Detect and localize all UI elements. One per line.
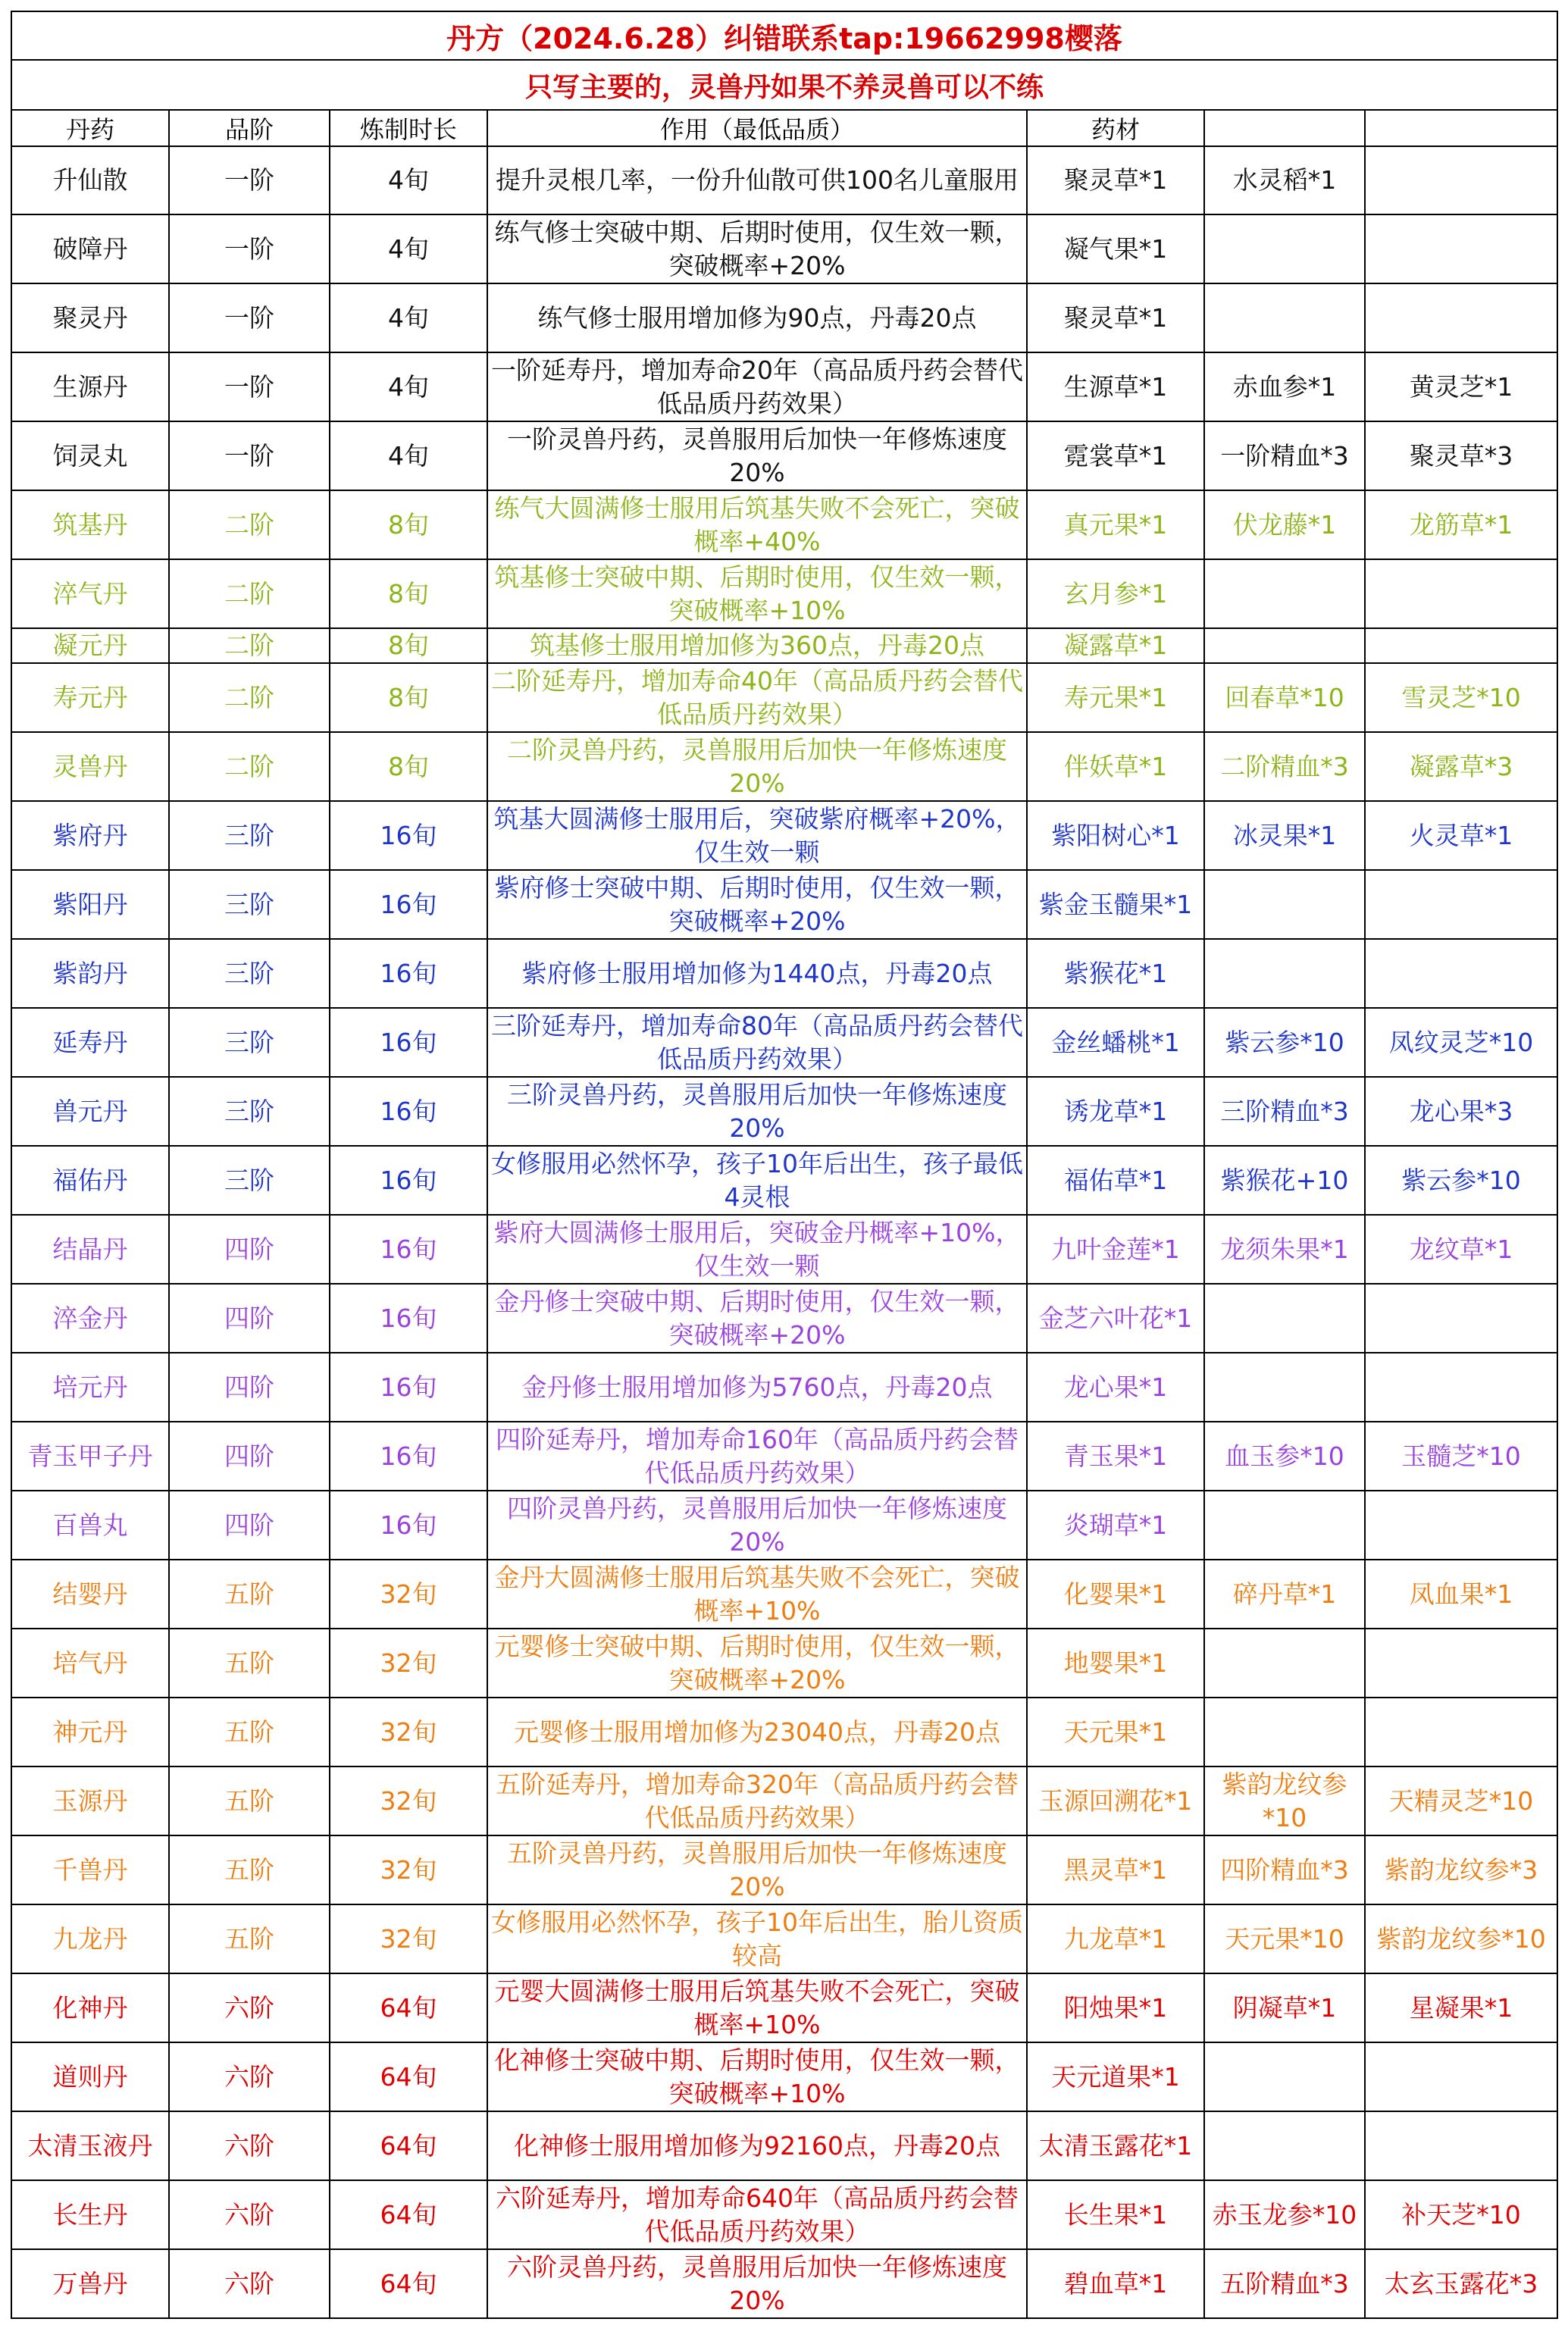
pill-name: 破障丹: [11, 214, 169, 283]
pill-name: 道则丹: [11, 2042, 169, 2111]
pill-grade: 三阶: [169, 1008, 330, 1077]
table-row: [11, 1767, 1557, 1835]
material-3: 星凝果*1: [1365, 1973, 1557, 2042]
table-row: [11, 1491, 1557, 1560]
pill-name: 结婴丹: [11, 1560, 169, 1629]
pill-effect: 三阶灵兽丹药，灵兽服用后加快一年修炼速度20%: [487, 1077, 1027, 1146]
pill-time: 64旬: [330, 1973, 487, 2042]
material-1: 炎瑚草*1: [1027, 1491, 1204, 1560]
pill-time: 64旬: [330, 2111, 487, 2180]
material-3: 黄灵芝*1: [1365, 352, 1557, 421]
pill-name: 延寿丹: [11, 1008, 169, 1077]
pill-name: 福佑丹: [11, 1146, 169, 1215]
material-3: 补天芝*10: [1365, 2180, 1557, 2249]
material-1: 长生果*1: [1027, 2180, 1204, 2249]
table-row: [11, 1077, 1557, 1146]
material-2: 紫云参*10: [1204, 1008, 1365, 1077]
material-2: 三阶精血*3: [1204, 1077, 1365, 1146]
header-materials-2: [1204, 110, 1365, 146]
material-3: 紫韵龙纹参*10: [1365, 1904, 1557, 1973]
material-3: 太玄玉露花*3: [1365, 2249, 1557, 2318]
material-2: 四阶精血*3: [1204, 1835, 1365, 1904]
pill-name: 升仙散: [11, 146, 169, 214]
pill-effect: 四阶延寿丹，增加寿命160年（高品质丹药会替代低品质丹药效果）: [487, 1422, 1027, 1491]
pill-effect: 四阶灵兽丹药，灵兽服用后加快一年修炼速度20%: [487, 1491, 1027, 1560]
title-row: [11, 11, 1557, 60]
pill-grade: 三阶: [169, 1146, 330, 1215]
table-row: [11, 1973, 1557, 2042]
material-1: 天元果*1: [1027, 1698, 1204, 1767]
material-1: 玉源回溯花*1: [1027, 1767, 1204, 1835]
pill-name: 灵兽丹: [11, 732, 169, 801]
pill-name: 百兽丸: [11, 1491, 169, 1560]
pill-time: 32旬: [330, 1698, 487, 1767]
pill-grade: 四阶: [169, 1422, 330, 1491]
pill-time: 16旬: [330, 1353, 487, 1422]
material-2: 阴凝草*1: [1204, 1973, 1365, 2042]
material-1: 福佑草*1: [1027, 1146, 1204, 1215]
material-2: [1204, 2111, 1365, 2180]
table-row: [11, 1353, 1557, 1422]
pill-name: 神元丹: [11, 1698, 169, 1767]
material-3: [1365, 214, 1557, 283]
pill-time: 16旬: [330, 1215, 487, 1284]
pill-grade: 六阶: [169, 1973, 330, 2042]
material-2: 碎丹草*1: [1204, 1560, 1365, 1629]
pill-effect: 练气修士服用增加修为90点，丹毒20点: [487, 283, 1027, 352]
material-3: 凝露草*3: [1365, 732, 1557, 801]
header-materials-3: [1365, 110, 1557, 146]
table-row: [11, 801, 1557, 870]
material-2: [1204, 1698, 1365, 1767]
pill-effect: 六阶延寿丹，增加寿命640年（高品质丹药会替代低品质丹药效果）: [487, 2180, 1027, 2249]
material-3: [1365, 1698, 1557, 1767]
pill-grade: 六阶: [169, 2249, 330, 2318]
pill-time: 16旬: [330, 1491, 487, 1560]
pill-effect: 金丹大圆满修士服用后筑基失败不会死亡，突破概率+10%: [487, 1560, 1027, 1629]
pill-name: 紫阳丹: [11, 870, 169, 939]
pill-grade: 五阶: [169, 1835, 330, 1904]
pill-time: 16旬: [330, 939, 487, 1008]
pill-name: 淬金丹: [11, 1284, 169, 1353]
pill-name: 饲灵丸: [11, 421, 169, 490]
table-row: [11, 2180, 1557, 2249]
pill-effect: 女修服用必然怀孕，孩子10年后出生，胎儿资质较高: [487, 1904, 1027, 1973]
pill-time: 16旬: [330, 870, 487, 939]
table-row: [11, 214, 1557, 283]
material-2: 二阶精血*3: [1204, 732, 1365, 801]
table-row: [11, 1698, 1557, 1767]
material-1: 寿元果*1: [1027, 663, 1204, 732]
pill-effect: 元婴大圆满修士服用后筑基失败不会死亡，突破概率+10%: [487, 1973, 1027, 2042]
pill-effect: 金丹修士突破中期、后期时使用，仅生效一颗，突破概率+20%: [487, 1284, 1027, 1353]
table-row: [11, 1835, 1557, 1904]
pill-name: 长生丹: [11, 2180, 169, 2249]
pill-effect: 金丹修士服用增加修为5760点，丹毒20点: [487, 1353, 1027, 1422]
table-row: [11, 870, 1557, 939]
pill-name: 千兽丹: [11, 1835, 169, 1904]
pill-grade: 四阶: [169, 1353, 330, 1422]
table-row: [11, 559, 1557, 628]
pill-grade: 三阶: [169, 939, 330, 1008]
material-3: 龙心果*3: [1365, 1077, 1557, 1146]
material-3: [1365, 1353, 1557, 1422]
table-row: [11, 939, 1557, 1008]
material-3: 火灵草*1: [1365, 801, 1557, 870]
pill-grade: 六阶: [169, 2111, 330, 2180]
material-3: [1365, 870, 1557, 939]
material-1: 紫阳树心*1: [1027, 801, 1204, 870]
pill-grade: 五阶: [169, 1767, 330, 1835]
pill-time: 4旬: [330, 146, 487, 214]
recipe-sheet: [11, 11, 1557, 2337]
material-2: [1204, 1629, 1365, 1698]
pill-effect: 三阶延寿丹，增加寿命80年（高品质丹药会替代低品质丹药效果）: [487, 1008, 1027, 1077]
pill-grade: 五阶: [169, 1698, 330, 1767]
pill-time: 8旬: [330, 732, 487, 801]
pill-grade: 二阶: [169, 490, 330, 559]
pill-name: 化神丹: [11, 1973, 169, 2042]
material-2: 血玉参*10: [1204, 1422, 1365, 1491]
pill-effect: 五阶灵兽丹药，灵兽服用后加快一年修炼速度20%: [487, 1835, 1027, 1904]
material-2: 天元果*10: [1204, 1904, 1365, 1973]
pill-grade: 五阶: [169, 1629, 330, 1698]
material-2: [1204, 214, 1365, 283]
material-3: 天精灵芝*10: [1365, 1767, 1557, 1835]
pill-time: 16旬: [330, 1008, 487, 1077]
header-name: 丹药: [11, 110, 169, 146]
material-3: 龙筋草*1: [1365, 490, 1557, 559]
material-1: 真元果*1: [1027, 490, 1204, 559]
pill-time: 4旬: [330, 283, 487, 352]
material-2: 赤玉龙参*10: [1204, 2180, 1365, 2249]
pill-grade: 一阶: [169, 214, 330, 283]
pill-effect: 筑基修士突破中期、后期时使用，仅生效一颗，突破概率+10%: [487, 559, 1027, 628]
material-3: 龙纹草*1: [1365, 1215, 1557, 1284]
pill-time: 32旬: [330, 1560, 487, 1629]
table-row: [11, 421, 1557, 490]
table-row: [11, 663, 1557, 732]
table-row: [11, 1284, 1557, 1353]
pill-name: 九龙丹: [11, 1904, 169, 1973]
table-row: [11, 732, 1557, 801]
pill-effect: 一阶灵兽丹药，灵兽服用后加快一年修炼速度20%: [487, 421, 1027, 490]
pill-name: 淬气丹: [11, 559, 169, 628]
pill-time: 8旬: [330, 559, 487, 628]
header-materials: 药材: [1027, 110, 1204, 146]
material-2: 赤血参*1: [1204, 352, 1365, 421]
pill-name: 万兽丹: [11, 2249, 169, 2318]
header-row: [11, 110, 1557, 146]
pill-grade: 六阶: [169, 2042, 330, 2111]
material-3: 玉髓芝*10: [1365, 1422, 1557, 1491]
pill-effect: 提升灵根几率，一份升仙散可供100名儿童服用: [487, 146, 1027, 214]
material-2: [1204, 1353, 1365, 1422]
pill-grade: 三阶: [169, 870, 330, 939]
material-1: 凝气果*1: [1027, 214, 1204, 283]
material-1: 凝露草*1: [1027, 628, 1204, 663]
material-3: [1365, 1629, 1557, 1698]
pill-time: 16旬: [330, 1077, 487, 1146]
pill-grade: 五阶: [169, 1904, 330, 1973]
material-2: 紫猴花+10: [1204, 1146, 1365, 1215]
pill-grade: 三阶: [169, 801, 330, 870]
material-2: [1204, 1284, 1365, 1353]
material-1: 生源草*1: [1027, 352, 1204, 421]
material-3: [1365, 2111, 1557, 2180]
material-1: 紫猴花*1: [1027, 939, 1204, 1008]
table-row: [11, 1008, 1557, 1077]
table-row: [11, 1146, 1557, 1215]
pill-grade: 四阶: [169, 1215, 330, 1284]
pill-effect: 练气修士突破中期、后期时使用，仅生效一颗，突破概率+20%: [487, 214, 1027, 283]
material-2: 龙须朱果*1: [1204, 1215, 1365, 1284]
pill-name: 聚灵丹: [11, 283, 169, 352]
table-row: [11, 146, 1557, 214]
recipe-table: [11, 11, 1558, 2319]
material-3: [1365, 939, 1557, 1008]
pill-grade: 二阶: [169, 663, 330, 732]
pill-effect: 女修服用必然怀孕，孩子10年后出生，孩子最低4灵根: [487, 1146, 1027, 1215]
pill-name: 太清玉液丹: [11, 2111, 169, 2180]
pill-time: 8旬: [330, 628, 487, 663]
material-1: 黑灵草*1: [1027, 1835, 1204, 1904]
table-row: [11, 2249, 1557, 2318]
pill-time: 32旬: [330, 1904, 487, 1973]
pill-name: 筑基丹: [11, 490, 169, 559]
material-1: 龙心果*1: [1027, 1353, 1204, 1422]
pill-name: 寿元丹: [11, 663, 169, 732]
pill-name: 凝元丹: [11, 628, 169, 663]
sheet-subtitle: 只写主要的，灵兽丹如果不养灵兽可以不练: [11, 60, 1557, 110]
material-2: [1204, 628, 1365, 663]
pill-name: 生源丹: [11, 352, 169, 421]
table-row: [11, 352, 1557, 421]
material-1: 紫金玉髓果*1: [1027, 870, 1204, 939]
pill-time: 64旬: [330, 2042, 487, 2111]
material-2: 回春草*10: [1204, 663, 1365, 732]
pill-name: 青玉甲子丹: [11, 1422, 169, 1491]
material-2: 紫韵龙纹参*10: [1204, 1767, 1365, 1835]
pill-time: 32旬: [330, 1767, 487, 1835]
pill-time: 32旬: [330, 1629, 487, 1698]
material-3: [1365, 1491, 1557, 1560]
material-1: 诱龙草*1: [1027, 1077, 1204, 1146]
pill-time: 64旬: [330, 2249, 487, 2318]
pill-effect: 二阶延寿丹，增加寿命40年（高品质丹药会替代低品质丹药效果）: [487, 663, 1027, 732]
table-row: [11, 1422, 1557, 1491]
material-1: 天元道果*1: [1027, 2042, 1204, 2111]
pill-effect: 紫府大圆满修士服用后，突破金丹概率+10%，仅生效一颗: [487, 1215, 1027, 1284]
material-3: 紫韵龙纹参*3: [1365, 1835, 1557, 1904]
material-1: 玄月参*1: [1027, 559, 1204, 628]
pill-time: 4旬: [330, 352, 487, 421]
pill-name: 培元丹: [11, 1353, 169, 1422]
pill-name: 结晶丹: [11, 1215, 169, 1284]
subtitle-row: [11, 60, 1557, 110]
pill-effect: 一阶延寿丹，增加寿命20年（高品质丹药会替代低品质丹药效果）: [487, 352, 1027, 421]
pill-name: 玉源丹: [11, 1767, 169, 1835]
material-1: 太清玉露花*1: [1027, 2111, 1204, 2180]
material-2: [1204, 939, 1365, 1008]
material-3: [1365, 559, 1557, 628]
pill-time: 8旬: [330, 663, 487, 732]
pill-time: 16旬: [330, 1146, 487, 1215]
pill-name: 紫韵丹: [11, 939, 169, 1008]
pill-effect: 紫府修士突破中期、后期时使用，仅生效一颗，突破概率+20%: [487, 870, 1027, 939]
pill-time: 16旬: [330, 801, 487, 870]
header-grade: 品阶: [169, 110, 330, 146]
header-effect: 作用（最低品质）: [487, 110, 1027, 146]
material-3: 雪灵芝*10: [1365, 663, 1557, 732]
pill-effect: 练气大圆满修士服用后筑基失败不会死亡，突破概率+40%: [487, 490, 1027, 559]
material-2: [1204, 1491, 1365, 1560]
table-row: [11, 283, 1557, 352]
material-2: 五阶精血*3: [1204, 2249, 1365, 2318]
material-1: 聚灵草*1: [1027, 146, 1204, 214]
pill-effect: 筑基大圆满修士服用后，突破紫府概率+20%，仅生效一颗: [487, 801, 1027, 870]
material-2: 冰灵果*1: [1204, 801, 1365, 870]
material-2: 水灵稻*1: [1204, 146, 1365, 214]
pill-grade: 二阶: [169, 628, 330, 663]
pill-name: 兽元丹: [11, 1077, 169, 1146]
pill-grade: 四阶: [169, 1491, 330, 1560]
material-1: 九龙草*1: [1027, 1904, 1204, 1973]
material-3: [1365, 1284, 1557, 1353]
material-1: 九叶金莲*1: [1027, 1215, 1204, 1284]
pill-effect: 元婴修士突破中期、后期时使用，仅生效一颗，突破概率+20%: [487, 1629, 1027, 1698]
pill-name: 紫府丹: [11, 801, 169, 870]
material-1: 霓裳草*1: [1027, 421, 1204, 490]
pill-grade: 一阶: [169, 421, 330, 490]
pill-time: 16旬: [330, 1284, 487, 1353]
pill-grade: 一阶: [169, 283, 330, 352]
material-3: 聚灵草*3: [1365, 421, 1557, 490]
material-1: 碧血草*1: [1027, 2249, 1204, 2318]
material-1: 金丝蟠桃*1: [1027, 1008, 1204, 1077]
pill-grade: 四阶: [169, 1284, 330, 1353]
table-row: [11, 1904, 1557, 1973]
table-row: [11, 2111, 1557, 2180]
material-2: [1204, 2042, 1365, 2111]
pill-effect: 紫府修士服用增加修为1440点，丹毒20点: [487, 939, 1027, 1008]
pill-effect: 化神修士突破中期、后期时使用，仅生效一颗，突破概率+10%: [487, 2042, 1027, 2111]
sheet-title: 丹方（2024.6.28）纠错联系tap:19662998樱落: [11, 11, 1557, 60]
pill-grade: 二阶: [169, 559, 330, 628]
pill-effect: 二阶灵兽丹药，灵兽服用后加快一年修炼速度20%: [487, 732, 1027, 801]
material-2: 一阶精血*3: [1204, 421, 1365, 490]
pill-grade: 一阶: [169, 146, 330, 214]
material-3: [1365, 2042, 1557, 2111]
header-time: 炼制时长: [330, 110, 487, 146]
material-3: 凤纹灵芝*10: [1365, 1008, 1557, 1077]
material-1: 阳烛果*1: [1027, 1973, 1204, 2042]
pill-effect: 五阶延寿丹，增加寿命320年（高品质丹药会替代低品质丹药效果）: [487, 1767, 1027, 1835]
pill-grade: 二阶: [169, 732, 330, 801]
material-1: 青玉果*1: [1027, 1422, 1204, 1491]
material-3: 凤血果*1: [1365, 1560, 1557, 1629]
pill-time: 4旬: [330, 214, 487, 283]
pill-grade: 三阶: [169, 1077, 330, 1146]
material-2: [1204, 559, 1365, 628]
table-row: [11, 490, 1557, 559]
material-1: 地婴果*1: [1027, 1629, 1204, 1698]
material-3: 紫云参*10: [1365, 1146, 1557, 1215]
material-3: [1365, 628, 1557, 663]
material-2: [1204, 283, 1365, 352]
material-1: 伴妖草*1: [1027, 732, 1204, 801]
material-3: [1365, 283, 1557, 352]
pill-effect: 筑基修士服用增加修为360点，丹毒20点: [487, 628, 1027, 663]
pill-name: 培气丹: [11, 1629, 169, 1698]
pill-time: 64旬: [330, 2180, 487, 2249]
table-row: [11, 2042, 1557, 2111]
pill-grade: 六阶: [169, 2180, 330, 2249]
material-1: 聚灵草*1: [1027, 283, 1204, 352]
table-row: [11, 1560, 1557, 1629]
table-row: [11, 1629, 1557, 1698]
pill-grade: 五阶: [169, 1560, 330, 1629]
pill-time: 4旬: [330, 421, 487, 490]
pill-grade: 一阶: [169, 352, 330, 421]
material-2: [1204, 870, 1365, 939]
pill-effect: 元婴修士服用增加修为23040点，丹毒20点: [487, 1698, 1027, 1767]
material-3: [1365, 146, 1557, 214]
material-1: 金芝六叶花*1: [1027, 1284, 1204, 1353]
pill-time: 32旬: [330, 1835, 487, 1904]
material-1: 化婴果*1: [1027, 1560, 1204, 1629]
pill-time: 8旬: [330, 490, 487, 559]
material-2: 伏龙藤*1: [1204, 490, 1365, 559]
pill-effect: 化神修士服用增加修为92160点，丹毒20点: [487, 2111, 1027, 2180]
table-row: [11, 628, 1557, 663]
pill-effect: 六阶灵兽丹药，灵兽服用后加快一年修炼速度20%: [487, 2249, 1027, 2318]
pill-time: 16旬: [330, 1422, 487, 1491]
table-row: [11, 1215, 1557, 1284]
